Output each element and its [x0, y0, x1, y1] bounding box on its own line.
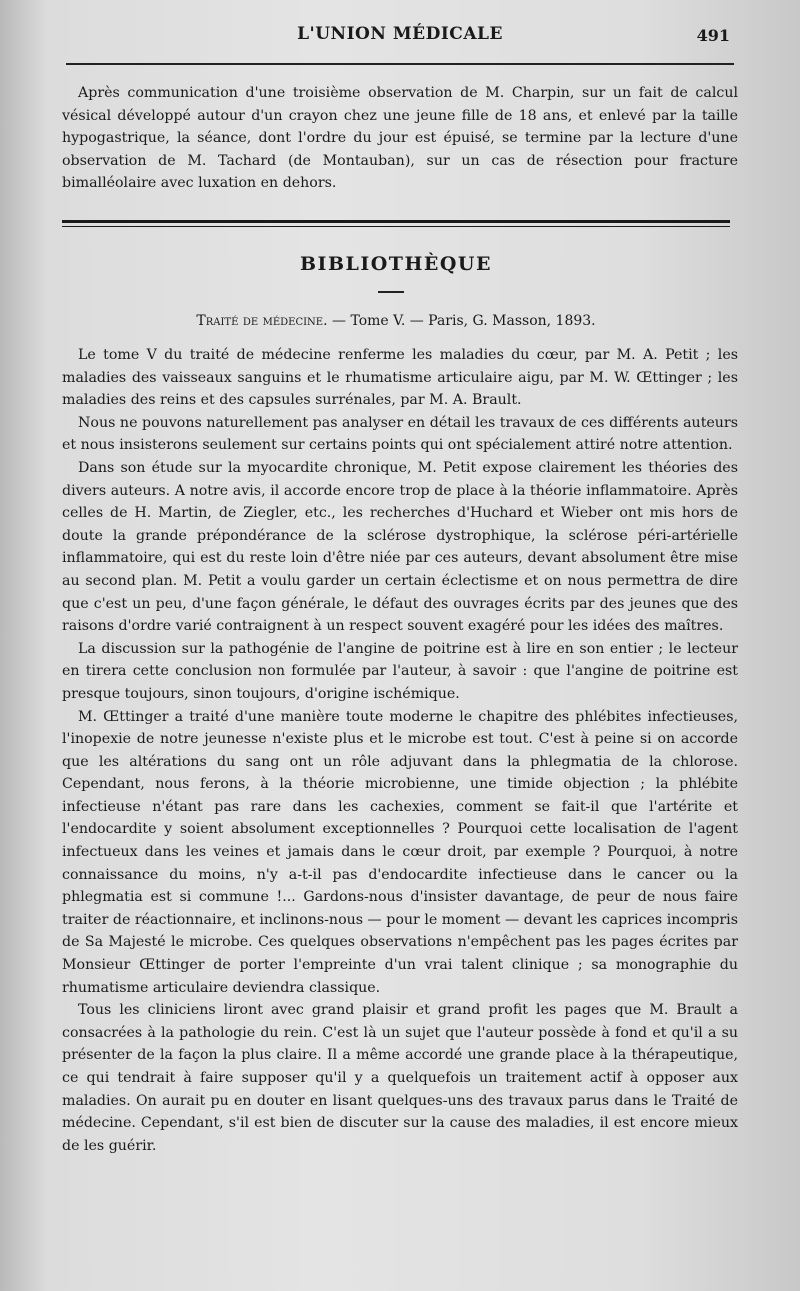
review-paragraph-3: Dans son étude sur la myocardite chronique, M. Petit expose clairement les théories des divers auteurs. A notre avis, il accorde encore trop de place à la théorie inflammatoire. Après celles de H. Martin, de Ziegler, etc., les recherches d'Huchard et Wieber ont mis hors de doute la grande prépondérance de la sclérose dystrophique, la sclérose péri-artérielle inflammatoire, qui est du reste loin d'être niée par ces auteurs, devant absolument être mise au second plan. M. Petit a voulu garder un certain éclectisme et on nous permettra de dire que c'est un peu, d'une façon générale, le défaut des ouvrages écrits par des jeunes que des raisons d'ordre varié contraignent à un respect souvent exagéré pour les idées des maîtres.	[62, 459, 738, 635]
review-text-block	[62, 344, 738, 1157]
section-title: BIBLIOTHÈQUE	[300, 253, 492, 275]
review-paragraph-5: M. Œttinger a traité d'une manière toute moderne le chapitre des phlébites infectieuses, l'inopexie de notre jeunesse n'existe plus et le microbe est tout. C'est à peine si on accorde que les altérations du sang ont un rôle adjuvant dans la phlegmatia de la chlorose. Cependant, nous ferons, à la théorie microbienne, une timide objection ; la phlébite infectieuse n'étant pas rare dans les cachexies, comment se fait-il que l'artérite et l'endocardite y soient absolument exceptionnelles ? Pourquoi cette localisation de l'agent infectueux dans les veines et jamais dans le cœur droit, par exemple ? Pourquoi, à notre connaissance du moins, n'y a-t-il pas d'endocardite infectieuse dans le cancer ou la phlegmatia est si commune !... Gardons-nous d'insister davantage, de peur de nous faire traiter de réactionnaire, et inclinons-nous — pour le moment — devant les caprices incompris de Sa Majesté le microbe. Ces quelques observations n'empêchent pas les pages écrites par Monsieur Œttinger de porter l'empreinte d'un vrai talent clinique ; sa monographie du rhumatisme articulaire deviendra classique.	[62, 708, 738, 996]
review-paragraph-4: La discussion sur la pathogénie de l'angine de poitrine est à lire en son entier ; le lecteur en tirera cette conclusion non formulée par l'auteur, à savoir : que l'angine de poitrine est presque toujours, sinon toujours, d'origine ischémique.	[62, 640, 738, 702]
book-reference-details: — Tome V. — Paris, G. Masson, 1893.	[327, 313, 596, 329]
section-divider-thick	[62, 220, 730, 223]
intro-text-block	[62, 82, 738, 195]
title-dash	[378, 291, 404, 293]
review-paragraph-1: Le tome V du traité de médecine renferme les maladies du cœur, par M. A. Petit ; les maladies des vaisseaux sanguins et le rhumatisme articulaire aigu, par M. W. Œttinger ; les maladies des reins et des capsules surrénales, par M. A. Brault.	[62, 347, 738, 409]
journal-title: L'UNION MÉDICALE	[297, 24, 503, 44]
header-rule	[66, 63, 734, 65]
intro-paragraph: Après communication d'une troisième observation de M. Charpin, sur un fait de calcul vésical développé autour d'un crayon chez une jeune fille de 18 ans, et enlevé par la taille hypogastrique, la séance, dont l'ordre du jour est épuisé, se termine par la lecture d'une observation de M. Tachard (de Montauban), sur un cas de résection pour fracture bimalléolaire avec luxation en dehors.	[62, 85, 738, 192]
book-reference	[62, 313, 730, 329]
review-paragraph-2: Nous ne pouvons naturellement pas analyser en détail les travaux de ces différents auteurs et nous insisterons seulement sur certains points qui ont spécialement attiré notre attention.	[62, 414, 738, 454]
page-header	[62, 22, 738, 56]
section-divider-thin	[62, 226, 730, 227]
review-paragraph-6: Tous les cliniciens liront avec grand plaisir et grand profit les pages que M. Brault a consacrées à la pathologie du rein. C'est là un sujet que l'auteur possède à fond et qu'il a su présenter de la façon la plus claire. Il a même accordé une grande place à la thérapeutique, ce qui tendrait à faire supposer qu'il y a quelquefois un traitement actif à opposer aux maladies. On aurait pu en douter en lisant quelques-uns des travaux parus dans le Traité de médecine. Cependant, s'il est bien de discuter sur la cause des maladies, il est encore mieux de les guérir.	[62, 1002, 738, 1154]
book-reference-title: Traité de médecine.	[196, 313, 328, 329]
page-number: 491	[696, 26, 730, 45]
